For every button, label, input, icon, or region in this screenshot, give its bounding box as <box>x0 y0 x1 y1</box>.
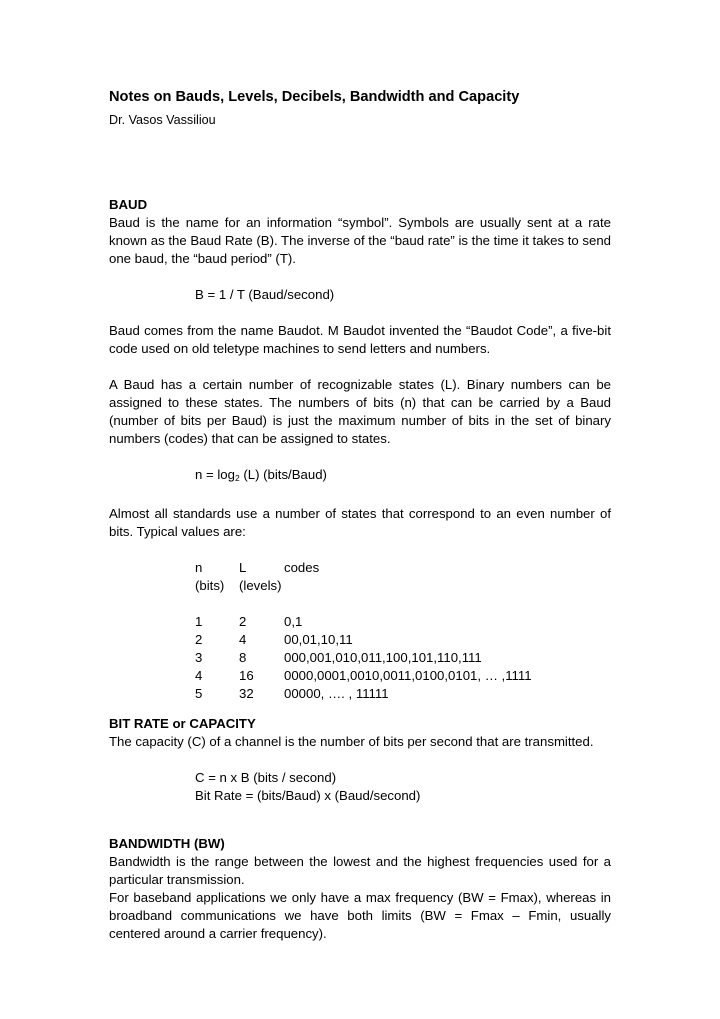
spacer <box>109 129 611 196</box>
table-header-cell: codes <box>284 560 320 575</box>
bandwidth-paragraph-2: For baseband applications we only have a max frequency (BW = Fmax), whereas in broadband communications we have both limits (BW = Fmax – Fmin, usually centered around a carrier frequency). <box>109 890 611 941</box>
table-row <box>195 613 532 631</box>
page-title: Notes on Bauds, Levels, Decibels, Bandwidth and Capacity <box>109 89 520 105</box>
table-unit-cell <box>284 577 532 595</box>
section-baud <box>109 196 611 703</box>
table-header-row <box>195 559 532 577</box>
heading-capacity: BIT RATE or CAPACITY <box>109 716 256 731</box>
table-cell: 3 <box>195 650 203 665</box>
formula-capacity: C = n x B (bits / second) <box>195 770 337 785</box>
table-row <box>195 631 532 649</box>
table-cell: 16 <box>239 668 254 683</box>
author-name: Dr. Vasos Vassiliou <box>109 113 216 127</box>
table-cell: 00000, …. , 11111 <box>284 686 389 701</box>
baud-paragraph-2: Baud comes from the name Baudot. M Baudot invented the “Baudot Code”, a five-bit code used on old teletype machines to send letters and numbers. <box>109 323 611 356</box>
table-unit-cell: (levels) <box>239 578 282 593</box>
table-header-cell: L <box>239 560 247 575</box>
formula-baud-rate: B = 1 / T (Baud/second) <box>195 287 335 302</box>
table-row <box>195 649 532 667</box>
baud-paragraph-3: A Baud has a certain number of recognizable states (L). Binary numbers can be assigned to these states. The numbers of bits (n) that can be carried by a Baud (number of bits per Baud) is just the maximum number of bits in the set of binary numbers (codes) that can be assigned to states. <box>109 377 611 446</box>
baud-paragraph-4: Almost all standards use a number of states that correspond to an even number of bits. Typical values are: <box>109 506 611 539</box>
table-row <box>195 667 532 685</box>
capacity-paragraph-1: The capacity (C) of a channel is the number of bits per second that are transmitted. <box>109 734 594 749</box>
table-cell: 1 <box>195 614 203 629</box>
bandwidth-paragraph-1: Bandwidth is the range between the lowest and the highest frequencies used for a particular transmission. <box>109 854 611 887</box>
table-unit-cell: (bits) <box>195 578 225 593</box>
table-cell: 32 <box>239 686 254 701</box>
section-bandwidth <box>109 835 611 943</box>
heading-bandwidth: BANDWIDTH (BW) <box>109 836 225 851</box>
document-page <box>109 88 611 943</box>
table-units-row <box>195 577 532 595</box>
table-cell: 0,1 <box>284 614 303 629</box>
formula-bit-rate: Bit Rate = (bits/Baud) x (Baud/second) <box>195 788 421 803</box>
table-cell: 5 <box>195 686 203 701</box>
table-cell: 0000,0001,0010,0011,0100,0101, … ,1111 <box>284 668 532 683</box>
table-cell: 8 <box>239 650 247 665</box>
table-cell: 4 <box>195 668 203 683</box>
table-cell: 4 <box>239 632 247 647</box>
table-cell: 2 <box>239 614 247 629</box>
baud-paragraph-1: Baud is the name for an information “symbol”. Symbols are usually sent at a rate known as the Baud Rate (B). The inverse of the “baud rate” is the time it takes to send one baud, the “baud period” (T). <box>109 215 611 266</box>
levels-table <box>195 559 532 703</box>
section-capacity <box>109 715 611 805</box>
table-cell: 00,01,10,11 <box>284 632 353 647</box>
heading-baud: BAUD <box>109 197 148 212</box>
table-row <box>195 685 532 703</box>
formula-bits-per-baud: $n = \log_2 (L)$ (bits/Baud) <box>195 467 327 483</box>
table-header-cell: n <box>195 560 203 575</box>
table-cell: 000,001,010,011,100,101,110,111 <box>284 650 482 665</box>
table-cell: 2 <box>195 632 203 647</box>
